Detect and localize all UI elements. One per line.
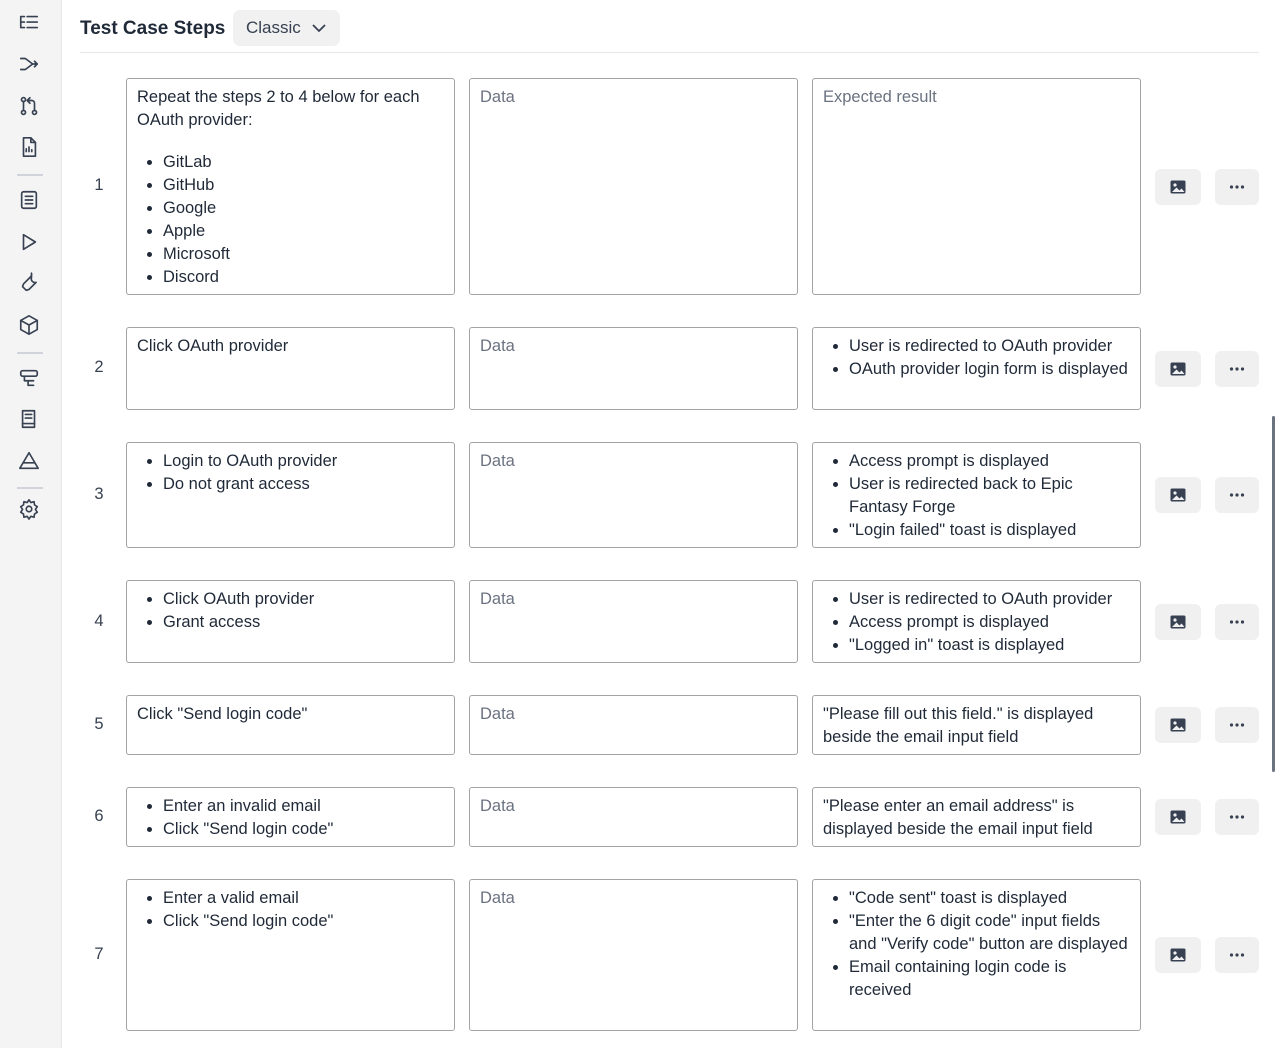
more-options-button[interactable]: [1215, 799, 1259, 835]
more-options-button[interactable]: [1215, 707, 1259, 743]
ellipsis-icon: [1228, 716, 1246, 734]
step-expected-result-field-list: [823, 450, 1130, 542]
step-action-field-list: [137, 450, 444, 496]
step-data-field[interactable]: [469, 327, 798, 410]
step-number: 6: [94, 807, 104, 825]
step-data-field-placeholder: Data: [480, 452, 515, 470]
step-action-field[interactable]: [126, 787, 455, 847]
step-action-field-text: Click OAuth provider: [137, 337, 289, 355]
more-options-button[interactable]: [1215, 169, 1259, 205]
play-icon[interactable]: [17, 230, 41, 254]
step-action-field-list: [137, 151, 444, 289]
list-item: • "Enter the 6 digit code" input fields and "Verify code" button are displayed: [849, 910, 1130, 956]
list-item: • Click "Send login code": [163, 910, 444, 933]
triangle-icon[interactable]: [17, 449, 41, 473]
step-expected-result-field-list: [823, 588, 1130, 657]
add-image-button[interactable]: [1155, 477, 1201, 513]
view-mode-value: Classic: [246, 18, 301, 37]
list-tree-icon[interactable]: [17, 11, 41, 35]
more-options-button[interactable]: [1215, 477, 1259, 513]
sidebar-divider: [17, 352, 43, 354]
list-item: • "Login failed" toast is displayed: [849, 519, 1130, 542]
step-data-field[interactable]: [469, 442, 798, 548]
add-image-button[interactable]: [1155, 604, 1201, 640]
step-number: 7: [94, 945, 104, 963]
step-action-field-list: [137, 887, 444, 933]
list-item: • Apple: [163, 220, 444, 243]
more-options-button[interactable]: [1215, 351, 1259, 387]
step-expected-result-field-text: "Please fill out this field." is displayed beside the email input field: [823, 705, 1094, 746]
image-icon: [1169, 613, 1187, 631]
ellipsis-icon: [1228, 613, 1246, 631]
git-pull-request-icon[interactable]: [17, 94, 41, 118]
step-action-field[interactable]: [126, 879, 455, 1031]
add-image-button[interactable]: [1155, 799, 1201, 835]
step-number: 4: [94, 612, 104, 630]
step-data-field-placeholder: Data: [480, 337, 515, 355]
step-expected-result-field-text: "Please enter an email address" is displayed beside the email input field: [823, 797, 1093, 838]
step-action-field[interactable]: [126, 695, 455, 755]
list-item: • "Code sent" toast is displayed: [849, 887, 1130, 910]
step-expected-result-field[interactable]: [812, 442, 1141, 548]
list-item: • Enter an invalid email: [163, 795, 444, 818]
step-action-field-text: Click "Send login code": [137, 705, 308, 723]
step-expected-result-field[interactable]: [812, 879, 1141, 1031]
list-item: • Click OAuth provider: [163, 588, 444, 611]
step-data-field-placeholder: Data: [480, 889, 515, 907]
step-action-field[interactable]: [126, 327, 455, 410]
list-item: • Enter a valid email: [163, 887, 444, 910]
step-expected-result-field[interactable]: [812, 787, 1141, 847]
wrench-icon[interactable]: [17, 271, 41, 295]
book-icon[interactable]: [17, 407, 41, 431]
list-item: • GitLab: [163, 151, 444, 174]
add-image-button[interactable]: [1155, 707, 1201, 743]
report-file-icon[interactable]: [17, 135, 41, 159]
step-number: 3: [94, 485, 104, 503]
page-title: Test Case Steps: [80, 18, 226, 39]
list-item: • Grant access: [163, 611, 444, 634]
list-item: • "Logged in" toast is displayed: [849, 634, 1130, 657]
list-item: • Discord: [163, 266, 444, 289]
step-number: 1: [94, 176, 104, 194]
image-icon: [1169, 360, 1187, 378]
chevron-down-icon: [311, 22, 327, 34]
step-number: 5: [94, 715, 104, 733]
step-data-field-placeholder: Data: [480, 797, 515, 815]
step-expected-result-field-list: [823, 887, 1130, 1002]
image-icon: [1169, 716, 1187, 734]
step-expected-result-field[interactable]: [812, 78, 1141, 295]
list-item: • Email containing login code is received: [849, 956, 1130, 1002]
step-expected-result-field[interactable]: [812, 580, 1141, 663]
image-icon: [1169, 486, 1187, 504]
list-item: • Google: [163, 197, 444, 220]
step-data-field[interactable]: [469, 580, 798, 663]
sidebar-divider: [17, 174, 43, 176]
step-expected-result-field-placeholder: Expected result: [823, 88, 937, 106]
list-item: • Access prompt is displayed: [849, 450, 1130, 473]
step-number: 2: [94, 358, 104, 376]
step-action-field-list: [137, 588, 444, 634]
image-icon: [1169, 178, 1187, 196]
step-action-field-list: [137, 795, 444, 841]
step-data-field[interactable]: [469, 78, 798, 295]
list-item: • Click "Send login code": [163, 818, 444, 841]
add-image-button[interactable]: [1155, 351, 1201, 387]
list-item: • User is redirected to OAuth provider: [849, 588, 1130, 611]
list-item: • Login to OAuth provider: [163, 450, 444, 473]
step-data-field[interactable]: [469, 787, 798, 847]
list-item: • Access prompt is displayed: [849, 611, 1130, 634]
list-item: • Microsoft: [163, 243, 444, 266]
add-image-button[interactable]: [1155, 937, 1201, 973]
step-data-field-placeholder: Data: [480, 88, 515, 106]
list-item: • User is redirected to OAuth provider: [849, 335, 1130, 358]
layers-stack-icon[interactable]: [17, 366, 41, 390]
list-item: • GitHub: [163, 174, 444, 197]
ellipsis-icon: [1228, 178, 1246, 196]
step-data-field-placeholder: Data: [480, 590, 515, 608]
list-item: • Do not grant access: [163, 473, 444, 496]
add-image-button[interactable]: [1155, 169, 1201, 205]
step-action-field[interactable]: [126, 442, 455, 548]
more-options-button[interactable]: [1215, 937, 1259, 973]
settings-gear-icon[interactable]: [17, 497, 41, 521]
step-data-field-placeholder: Data: [480, 705, 515, 723]
list-item: • User is redirected back to Epic Fantasy Forge: [849, 473, 1130, 519]
sidebar: [0, 0, 62, 1048]
test-case-steps-header: [80, 10, 1259, 53]
step-data-field[interactable]: [469, 879, 798, 1031]
step-expected-result-field-list: [823, 335, 1130, 381]
branch-merge-icon[interactable]: [17, 52, 41, 76]
image-icon: [1169, 808, 1187, 826]
ellipsis-icon: [1228, 486, 1246, 504]
image-icon: [1169, 946, 1187, 964]
ellipsis-icon: [1228, 808, 1246, 826]
step-action-field[interactable]: [126, 78, 455, 295]
step-data-field[interactable]: [469, 695, 798, 755]
step-action-field-text: Repeat the steps 2 to 4 below for each OAuth provider:: [137, 88, 420, 129]
package-box-icon[interactable]: [17, 313, 41, 337]
ellipsis-icon: [1228, 360, 1246, 378]
step-expected-result-field[interactable]: [812, 695, 1141, 755]
sidebar-divider: [17, 487, 43, 489]
list-item: • OAuth provider login form is displayed: [849, 358, 1130, 381]
view-mode-dropdown[interactable]: [233, 10, 340, 46]
more-options-button[interactable]: [1215, 604, 1259, 640]
list-document-icon[interactable]: [17, 188, 41, 212]
step-action-field[interactable]: [126, 580, 455, 663]
ellipsis-icon: [1228, 946, 1246, 964]
step-expected-result-field[interactable]: [812, 327, 1141, 410]
